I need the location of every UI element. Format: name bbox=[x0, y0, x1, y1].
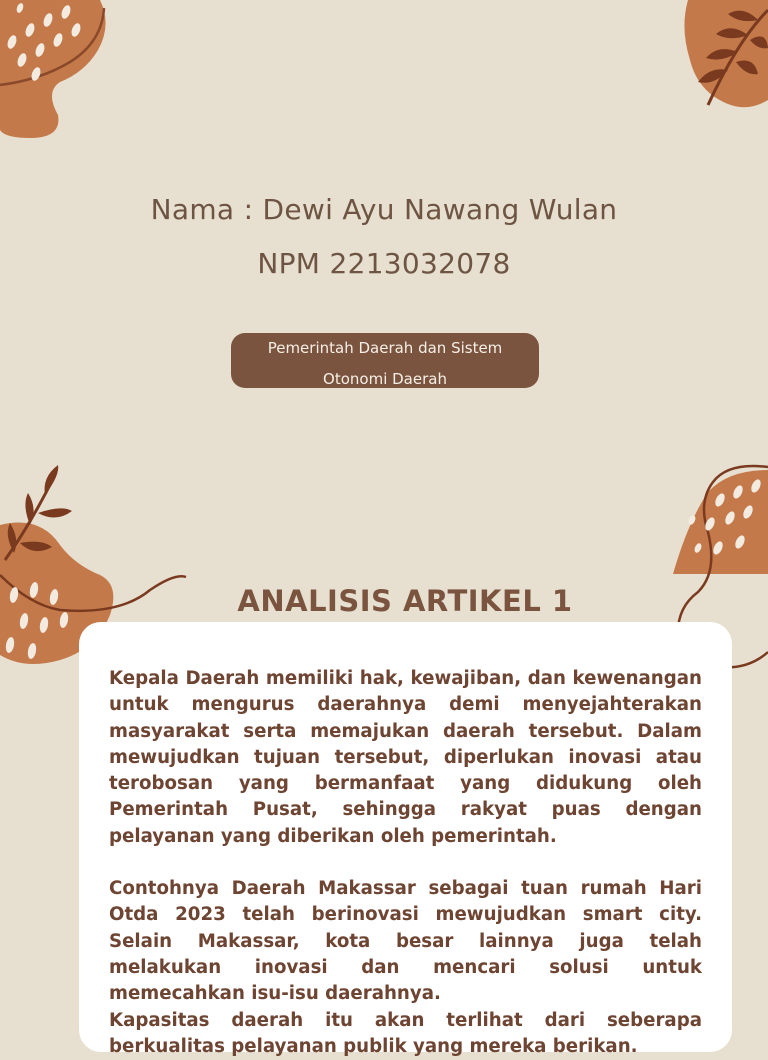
course-badge bbox=[231, 333, 539, 388]
top-left-dotted-blob bbox=[0, 0, 120, 145]
course-badge-line2: Otonomi Daerah bbox=[323, 370, 447, 388]
article-body bbox=[109, 666, 702, 1060]
top-right-leaf-blob bbox=[668, 0, 768, 115]
article-paragraph-3: Kapasitas daerah itu akan terlihat dari seberapa berkualitas pelayanan publik yang mereka berikan. bbox=[109, 1009, 702, 1057]
student-npm: NPM 2213032078 bbox=[257, 247, 511, 280]
article-paragraph-1: Kepala Daerah memiliki hak, kewajiban, dan kewenangan untuk mengurus daerahnya demi menyejahterakan masyarakat serta memajukan daerah tersebut. Dalam mewujudkan tujuan tersebut, diperlukan inovasi atau terobosan yang bermanfaat yang didukung oleh Pemerintah Pusat, sehingga rakyat puas dengan pelayanan yang diberikan oleh pemerintah. bbox=[109, 668, 702, 847]
student-name: Nama : Dewi Ayu Nawang Wulan bbox=[150, 193, 618, 226]
article-paragraph-2: Contohnya Daerah Makassar sebagai tuan rumah Hari Otda 2023 telah berinovasi mewujudkan smart city. Selain Makassar, kota besar lainnya juga telah melakukan inovasi dan mencari solusi untuk memecahkan isu-isu daerahnya. bbox=[109, 878, 702, 1005]
section-title: ANALISIS ARTIKEL 1 bbox=[237, 584, 573, 618]
course-badge-line1: Pemerintah Daerah dan Sistem bbox=[267, 339, 503, 357]
